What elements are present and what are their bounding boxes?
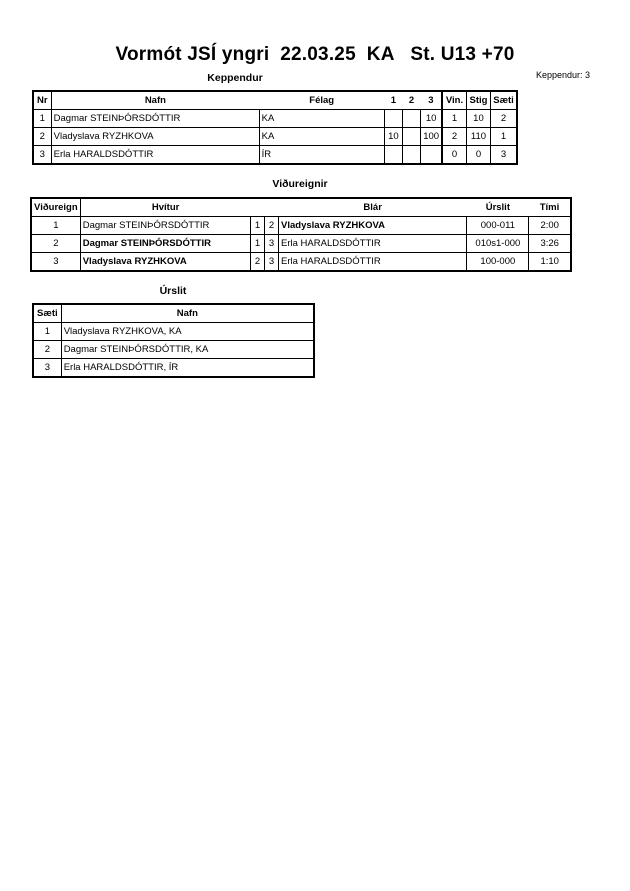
competitor-wins: 1 [442,110,466,128]
competitor-r3: 100 [421,128,443,146]
col-blue: Blár [279,198,467,217]
table-row [33,341,314,359]
result-name: Vladyslava RYZHKOVA, KA [61,323,314,341]
match-time: 2:00 [529,217,571,235]
result-place: 2 [33,341,61,359]
col-result: Úrslit [467,198,529,217]
match-white: Dagmar STEINÞÓRSDÓTTIR [80,235,250,253]
col-points: Stig [466,91,490,110]
match-blue: Erla HARALDSDÓTTIR [279,235,467,253]
competitor-r3: 10 [421,110,443,128]
matches-header-row [31,198,571,217]
col-round-3: 3 [421,91,443,110]
competitor-r2 [402,128,420,146]
table-row [33,128,517,146]
match-blue: Vladyslava RYZHKOVA [279,217,467,235]
competitor-club: KA [259,110,384,128]
result-place: 3 [33,359,61,378]
results-section-title: Úrslit [159,285,187,297]
competitor-r2 [402,110,420,128]
competitor-r1: 10 [384,128,402,146]
table-row [33,110,517,128]
competitor-place: 1 [491,128,517,146]
table-row [31,235,571,253]
competitor-name: Erla HARALDSDÓTTIR [51,146,259,165]
match-result: 010s1-000 [467,235,529,253]
col-club: Félag [259,91,384,110]
match-blue-nr: 3 [265,235,279,253]
results-table [32,303,315,378]
col-white: Hvítur [80,198,250,217]
match-white-nr: 2 [250,253,264,272]
table-row [31,217,571,235]
competitor-points: 0 [466,146,490,165]
match-white: Dagmar STEINÞÓRSDÓTTIR [80,217,250,235]
competitor-wins: 0 [442,146,466,165]
competitor-nr: 3 [33,146,51,165]
match-no: 2 [31,235,80,253]
col-nr: Nr [33,91,51,110]
competitor-club: ÍR [259,146,384,165]
col-result-name: Nafn [61,304,314,323]
col-place: Sæti [491,91,517,110]
match-result: 000-011 [467,217,529,235]
competitor-place: 2 [491,110,517,128]
match-white: Vladyslava RYZHKOVA [80,253,250,272]
col-name: Nafn [51,91,259,110]
col-round-2: 2 [402,91,420,110]
competitor-points: 10 [466,110,490,128]
competitor-r1 [384,110,402,128]
table-row [31,253,571,272]
result-place: 1 [33,323,61,341]
table-row [33,359,314,378]
col-time: Tími [529,198,571,217]
matches-table [30,197,572,272]
competitors-header-row [33,91,517,110]
results-header-row [33,304,314,323]
match-blue-nr: 2 [265,217,279,235]
competitor-nr: 1 [33,110,51,128]
competitor-wins: 2 [442,128,466,146]
competitor-club: KA [259,128,384,146]
competitor-nr: 2 [33,128,51,146]
competitor-r1 [384,146,402,165]
match-result: 100-000 [467,253,529,272]
col-white-nr [250,198,264,217]
match-white-nr: 1 [250,235,264,253]
match-blue: Erla HARALDSDÓTTIR [279,253,467,272]
match-time: 3:26 [529,235,571,253]
match-no: 1 [31,217,80,235]
table-row [33,323,314,341]
match-time: 1:10 [529,253,571,272]
matches-section-title: Viðureignir [272,178,328,190]
competitors-section-title: Keppendur [207,72,263,84]
competitor-r2 [402,146,420,165]
table-row [33,146,517,165]
col-match-no: Viðureign [31,198,80,217]
competitor-name: Vladyslava RYZHKOVA [51,128,259,146]
match-white-nr: 1 [250,217,264,235]
competitors-table [32,90,518,165]
col-result-place: Sæti [33,304,61,323]
competitor-name: Dagmar STEINÞÓRSDÓTTIR [51,110,259,128]
col-wins: Vin. [442,91,466,110]
competitor-points: 110 [466,128,490,146]
match-no: 3 [31,253,80,272]
participants-count: Keppendur: 3 [536,70,591,80]
page-title: Vormót JSÍ yngri 22.03.25 KA St. U13 +70 [115,44,515,65]
competitor-place: 3 [491,146,517,165]
col-round-1: 1 [384,91,402,110]
competitor-r3 [421,146,443,165]
match-blue-nr: 3 [265,253,279,272]
col-blue-nr [265,198,279,217]
result-name: Erla HARALDSDÓTTIR, ÍR [61,359,314,378]
result-name: Dagmar STEINÞÓRSDÓTTIR, KA [61,341,314,359]
